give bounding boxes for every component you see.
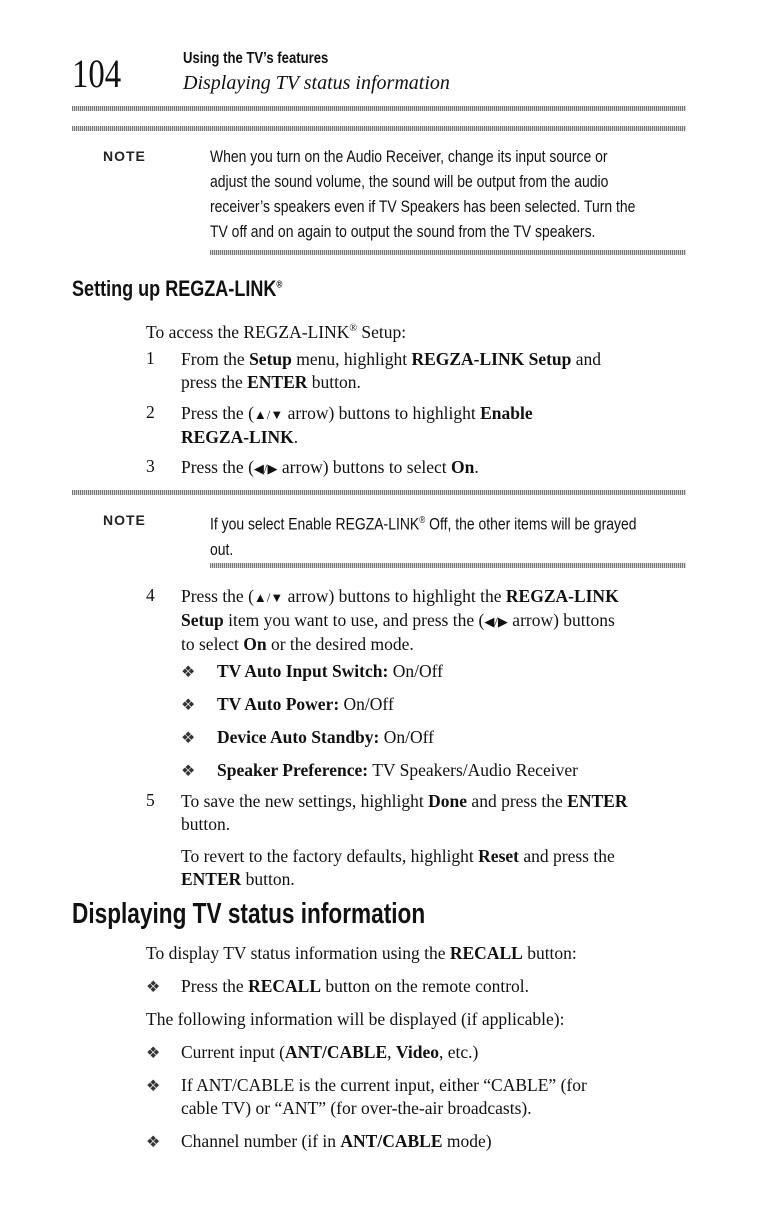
step-3-text: Press the (◀/▶ arrow) buttons to select On. xyxy=(181,457,479,477)
bullet-diamond-icon: ❖ xyxy=(181,664,196,681)
option-item: ❖ Device Auto Standby: On/Off xyxy=(181,727,434,747)
bullet-item: ❖ Channel number (if in ANT/CABLE mode) xyxy=(146,1131,492,1151)
note-label: NOTE xyxy=(103,512,146,528)
regza-heading: Setting up REGZA-LINK® xyxy=(72,276,283,301)
bullet-diamond-icon: ❖ xyxy=(146,1078,161,1095)
step-number: 5 xyxy=(146,790,155,810)
bullet-diamond-icon: ❖ xyxy=(146,1134,161,1151)
step-4-text: Press the (▲/▼ arrow) buttons to highlight the REGZA-LINK Setup item you want to use, and press the (◀/▶ arrow) buttons to select On or the desired mode. xyxy=(181,586,619,654)
section-subtitle: Displaying TV status information xyxy=(183,72,450,94)
bullet-diamond-icon: ❖ xyxy=(146,979,161,996)
step-2-text: Press the (▲/▼ arrow) buttons to highlight Enable REGZA-LINK. xyxy=(181,403,533,447)
note-top-divider xyxy=(72,490,686,495)
note-top-divider xyxy=(72,126,686,131)
option-item: ❖ TV Auto Input Switch: On/Off xyxy=(181,661,443,681)
page-number: 104 xyxy=(72,51,122,96)
bullet-diamond-icon: ❖ xyxy=(181,763,196,780)
bullet-item: ❖ Current input (ANT/CABLE, Video, etc.) xyxy=(146,1042,479,1062)
bullet-diamond-icon: ❖ xyxy=(181,730,196,747)
up-down-arrow-icon: ▲/▼ xyxy=(253,590,284,605)
chapter-title: Using the TV’s features xyxy=(183,50,329,67)
header-divider xyxy=(72,106,686,111)
bullet-item: ❖ If ANT/CABLE is the current input, either “CABLE” (for cable TV) or “ANT” (for over-the-air broadcasts). xyxy=(146,1075,587,1118)
bullet-diamond-icon: ❖ xyxy=(146,1045,161,1062)
left-right-arrow-icon: ◀/▶ xyxy=(484,614,508,629)
option-item: ❖ Speaker Preference: TV Speakers/Audio Receiver xyxy=(181,760,578,780)
step-1-text: From the Setup menu, highlight REGZA-LINK Setup and press the ENTER button. xyxy=(181,349,602,392)
step-number: 2 xyxy=(146,402,155,422)
note-text: If you select Enable REGZA-LINK® Off, the other items will be grayed out. xyxy=(210,514,637,559)
up-down-arrow-icon: ▲/▼ xyxy=(253,407,284,422)
step-number: 3 xyxy=(146,456,155,476)
note-text: When you turn on the Audio Receiver, change its input source or adjust the sound volume, the sound will be output from the audio receiver’s speakers even if TV Speakers has been selected. Turn the TV off and on again to output the sound from the TV speakers. xyxy=(210,147,636,241)
status-intro: To display TV status information using the RECALL button: xyxy=(146,943,577,963)
step-5-text: To save the new settings, highlight Done and press the ENTER button. xyxy=(181,791,628,834)
note-bottom-divider xyxy=(210,250,686,255)
option-item: ❖ TV Auto Power: On/Off xyxy=(181,694,394,714)
following-text: The following information will be displayed (if applicable): xyxy=(146,1009,565,1029)
reset-paragraph: To revert to the factory defaults, highlight Reset and press the ENTER button. xyxy=(181,846,615,889)
status-heading: Displaying TV status information xyxy=(72,898,426,930)
bullet-item: ❖ Press the RECALL button on the remote control. xyxy=(146,976,530,996)
step-number: 4 xyxy=(146,585,155,605)
note-label: NOTE xyxy=(103,148,146,164)
regza-intro: To access the REGZA-LINK® Setup: xyxy=(146,321,407,342)
step-number: 1 xyxy=(146,348,155,368)
left-right-arrow-icon: ◀/▶ xyxy=(253,461,278,476)
bullet-diamond-icon: ❖ xyxy=(181,697,196,714)
note-bottom-divider xyxy=(210,563,686,568)
